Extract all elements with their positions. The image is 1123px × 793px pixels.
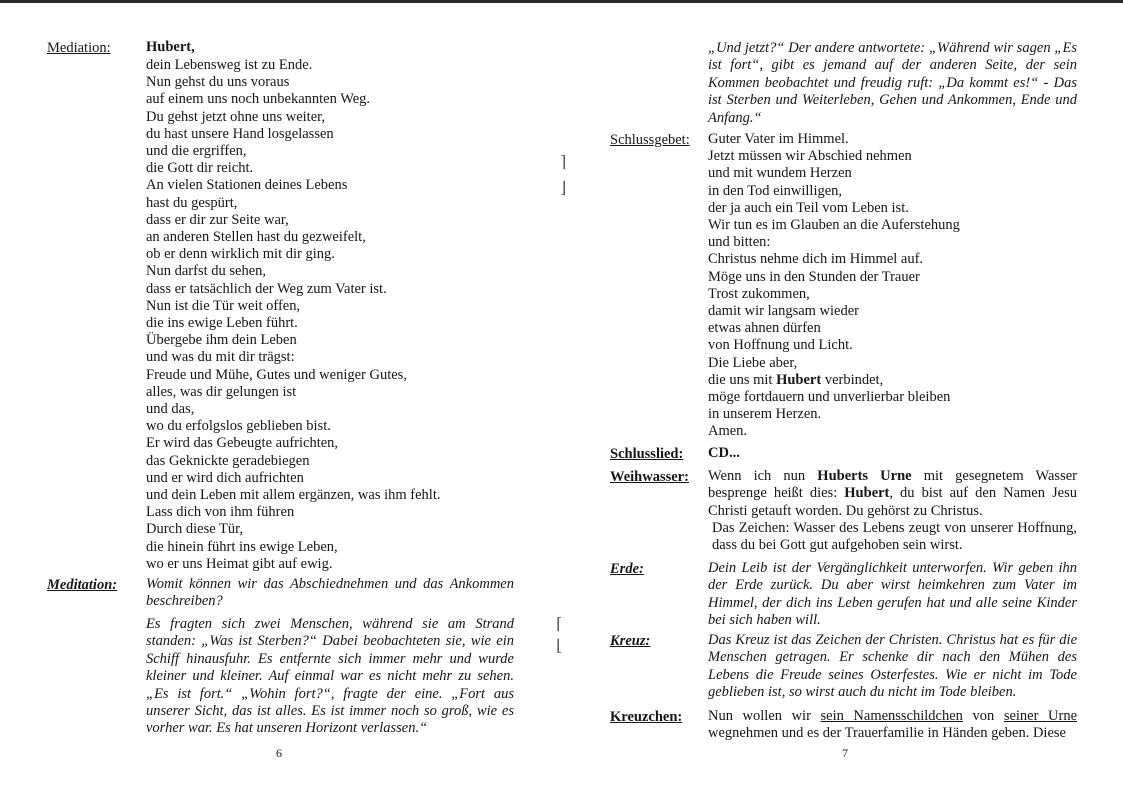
schlussgebet-label: Schlussgebet: <box>610 132 690 148</box>
text-line: Christus nehme dich im Himmel auf. <box>708 251 924 268</box>
erde-text: Dein Leib ist der Vergänglichkeit unterworfen. Wir geben ihn der Erde zurück. Du aber wirst heimkehren zum Vater im Himmel, der dich ins Leben gerufen hat und alle seine Kinder bei sich haben will. <box>708 560 1077 629</box>
text-line: Jetzt müssen wir Abschied nehmen <box>708 148 912 165</box>
text-line: Wir tun es im Glauben an die Auferstehung <box>708 217 960 234</box>
text-line: und er wird dich aufrichten <box>146 469 304 486</box>
page-number-left: 6 <box>276 746 282 760</box>
text-line: etwas ahnen dürfen <box>708 320 821 337</box>
text-line: und dein Leben mit allem ergänzen, was ihm fehlt. <box>146 487 441 504</box>
weihwasser-text: Wenn ich nun Huberts Urne mit gesegnetem Wasser besprenge heißt dies: Hubert, du bist auf den Namen Jesu Christi getauft worden. Du gehörst zu Christus. <box>708 468 1077 519</box>
text-line: dass er tatsächlich der Weg zum Vater ist. <box>146 280 387 297</box>
text-line: der ja auch ein Teil vom Leben ist. <box>708 199 909 216</box>
meditation-story: Es fragten sich zwei Menschen, während sie am Strand standen: „Was ist Sterben?“ Dabei beobachteten sie, wie ein Schiff hinausfuhr. Es entfernte sich immer mehr und wurde kleiner und kleiner. Auf einmal war es nicht mehr zu sehen. „Es ist fort.“ „Wohin fort?“, fragte der eine. „Fort aus unserer Sicht, das ist alles. Es ist immer noch so groß, wie es vorher war. Es hat unseren Horizont verlassen.“ <box>146 616 514 737</box>
text-line: dass er dir zur Seite war, <box>146 211 289 228</box>
text-line: ob er denn wirklich mit dir ging. <box>146 246 335 263</box>
text-line: das Geknickte geradebiegen <box>146 452 310 469</box>
kreuzchen-text: Nun wollen wir sein Namensschildchen von seiner Urne wegnehmen und es der Trauerfamilie in Händen geben. Diese <box>708 708 1078 742</box>
kreuz-text: Das Kreuz ist das Zeichen der Christen. Christus hat es für die Menschen getragen. Er schenke dir nach den Mühen des Lebens die Freude seines Osterfestes. Wie er nicht im Tode geblieben ist, so wirst auch du nicht im Tode bleiben. <box>708 632 1077 701</box>
text-line: wo du erfolgslos geblieben bist. <box>146 418 331 435</box>
text-line: Du gehst jetzt ohne uns weiter, <box>146 108 326 125</box>
text-line: die hinein führt ins ewige Leben, <box>146 538 338 555</box>
text-line: An vielen Stationen deines Lebens <box>146 177 348 194</box>
text-line: und was du mit dir trägst: <box>146 349 295 366</box>
meditation-intro: Womit können wir das Abschiednehmen und das Ankommen beschreiben? <box>146 576 514 610</box>
text-line: Amen. <box>708 423 748 440</box>
text-line: dein Lebensweg ist zu Ende. <box>146 57 313 73</box>
text-line: an anderen Stellen hast du gezweifelt, <box>146 229 366 246</box>
text-line: auf einem uns noch unbekannten Weg. <box>146 91 371 108</box>
text-line: alles, was dir gelungen ist <box>146 383 297 400</box>
schlussgebet-text: Guter Vater im Himmel. Jetzt müssen wir Abschied nehmen und mit wundem Herzen in den Tod einwilligen, der ja auch ein Teil vom Leben ist. Wir tun es im Glauben an die Auferstehung und bitten: Christus nehme dich im Himmel auf. Möge uns in den Stunden der Trauer Trost zukommen, damit wir langsam wieder etwas ahnen dürfen von Hoffnung und Licht. Die Liebe aber, die uns mit Hubert verbindet, möge fortdauern und unverlierbar bleiben in unserem Herzen. Amen. <box>708 131 960 440</box>
text-line: Freude und Mühe, Gutes und weniger Gutes, <box>146 366 407 383</box>
meditation-continuation: „Und jetzt?“ Der andere antwortete: „Während wir sagen „Es ist fort“, gibt es jemand auf der anderen Seite, der sein Kommen beobachtet und freudig ruft: „Da kommt es!“ - Das ist Sterben und Weiterleben, Gehen und Ankommen, Ende und Anfang.“ <box>708 40 1077 126</box>
text-line: möge fortdauern und unverlierbar bleiben <box>708 389 951 406</box>
text-line: hast du gespürt, <box>146 194 238 211</box>
text-line: Die Liebe aber, <box>708 354 798 371</box>
text-line: Lass dich von ihm führen <box>146 504 295 521</box>
text-line: Durch diese Tür, <box>146 521 243 538</box>
text-line: Möge uns in den Stunden der Trauer <box>708 268 920 285</box>
text-line: wo er uns Heimat gibt auf ewig. <box>146 555 333 572</box>
binding-mark: ⌉ <box>560 154 567 171</box>
text-line: Er wird das Gebeugte aufrichten, <box>146 435 339 452</box>
text-line: Nun ist die Tür weit offen, <box>146 297 301 314</box>
weihwasser-text-2: Das Zeichen: Wasser des Lebens zeugt von unserer Hoffnung, dass du bei Gott gut aufgehoben sein wirst. <box>712 520 1077 554</box>
text-line: Nun gehst du uns voraus <box>146 74 290 91</box>
meditation-label: Meditation: <box>47 577 118 593</box>
text-line: in den Tod einwilligen, <box>708 182 843 199</box>
binding-mark: ⌋ <box>560 180 567 197</box>
text-line: du hast unsere Hand losgelassen <box>146 125 334 142</box>
right-page <box>560 0 1123 793</box>
text-line: von Hoffnung und Licht. <box>708 337 853 354</box>
text-line: und die ergriffen, <box>146 143 247 160</box>
erde-label: Erde: <box>610 561 644 577</box>
text-line: Übergebe ihm dein Leben <box>146 332 297 349</box>
text-line: die ins ewige Leben führt. <box>146 315 298 332</box>
text-line: und das, <box>146 401 195 418</box>
weihwasser-label: Weihwasser: <box>610 469 689 485</box>
mediation-label: Mediation: <box>47 40 111 56</box>
schlusslied-text: CD... <box>708 445 740 461</box>
text-line: Nun darfst du sehen, <box>146 263 267 280</box>
binding-mark: ⌊ <box>556 638 563 655</box>
schlusslied-label: Schlusslied: <box>610 446 684 462</box>
mediation-text <box>146 57 440 573</box>
text-line: und mit wundem Herzen <box>708 165 852 182</box>
text-line: und bitten: <box>708 234 771 251</box>
text-line: in unserem Herzen. <box>708 406 822 423</box>
text-line: Trost zukommen, <box>708 285 810 302</box>
text-line: Guter Vater im Himmel. <box>708 131 849 147</box>
kreuz-label: Kreuz: <box>610 633 651 649</box>
text-line: die Gott dir reicht. <box>146 160 254 177</box>
mediation-heading: Hubert, <box>146 39 195 55</box>
binding-mark: ⌈ <box>556 616 563 633</box>
text-line: damit wir langsam wieder <box>708 303 859 320</box>
page-number-right: 7 <box>842 746 848 760</box>
kreuzchen-label: Kreuzchen: <box>610 709 683 725</box>
